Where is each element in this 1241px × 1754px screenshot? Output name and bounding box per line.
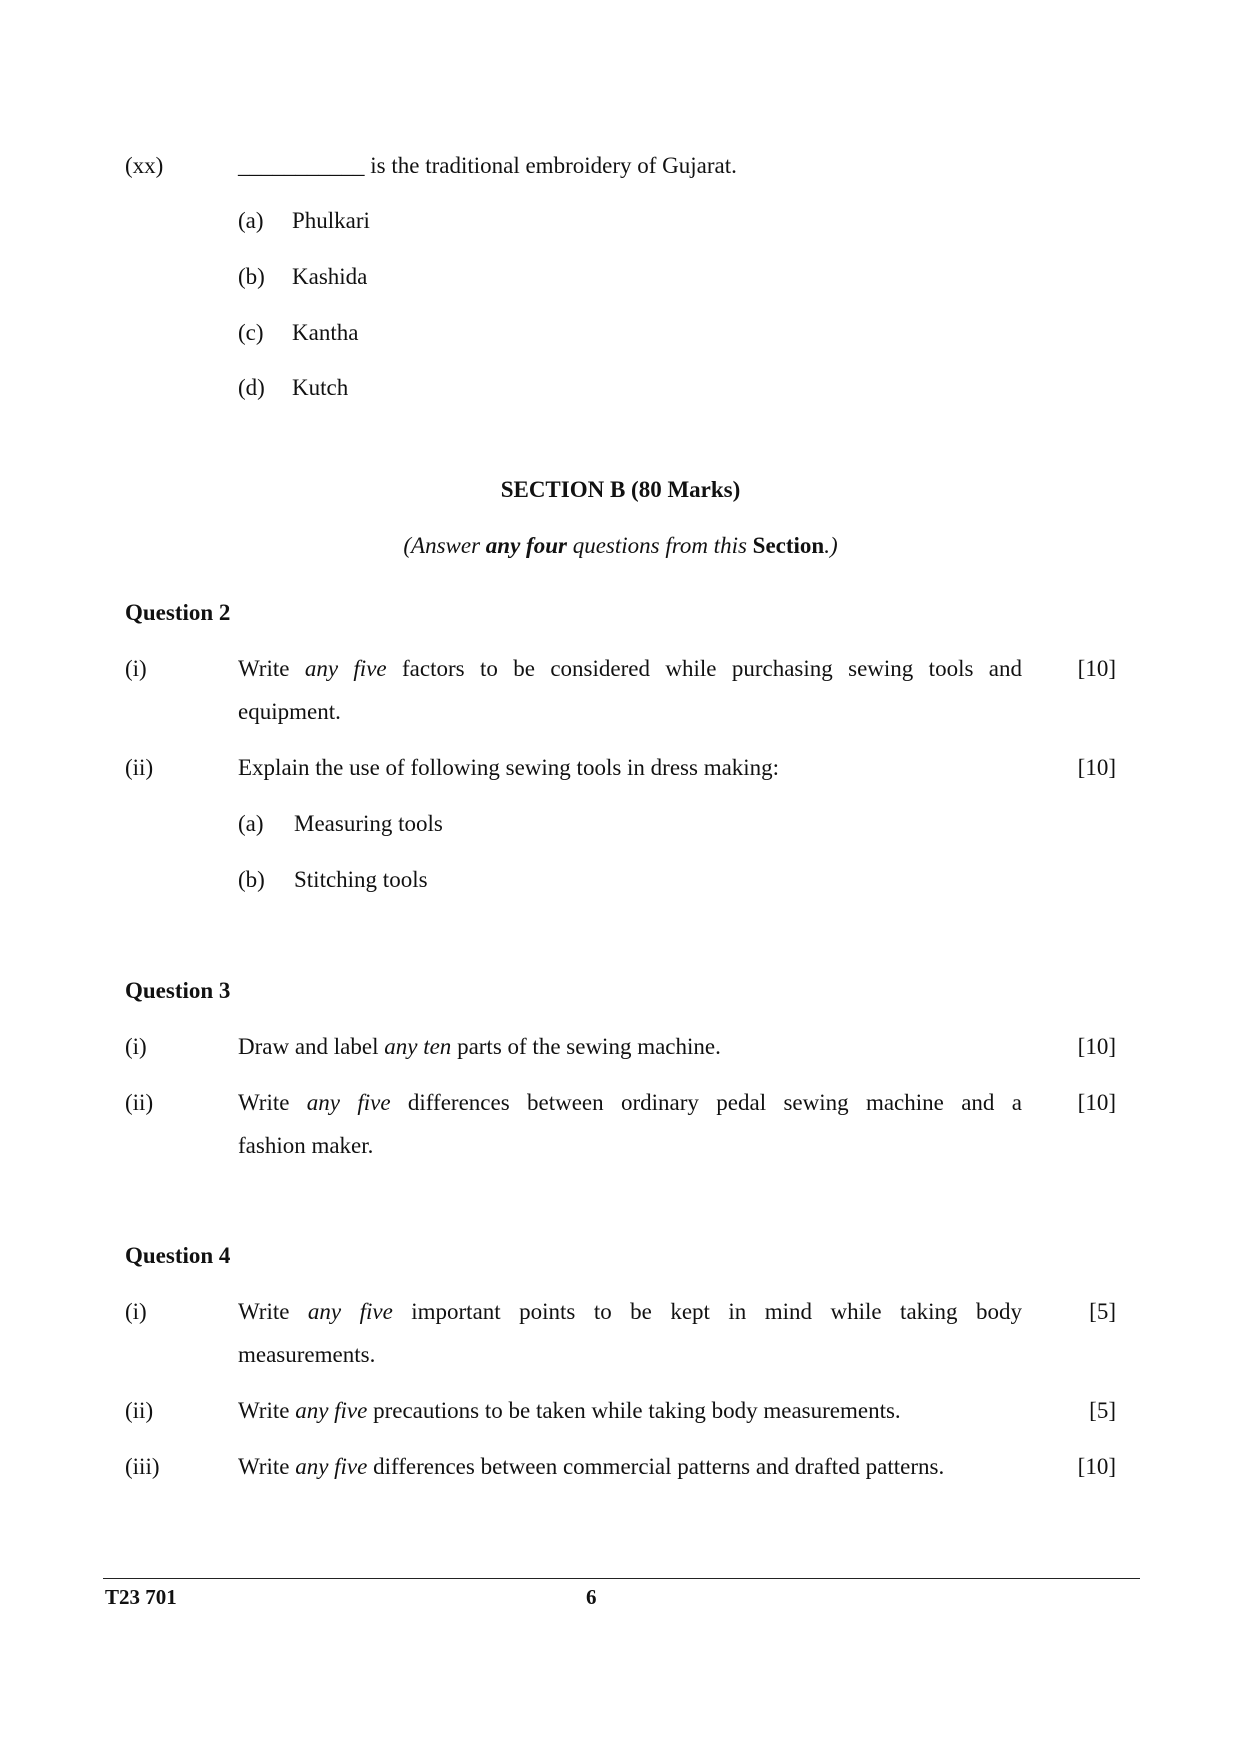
instruction-emphasis: Section — [752, 533, 825, 558]
question-heading: Question 3 — [125, 978, 231, 1003]
part-text — [238, 1300, 1022, 1323]
part-text-segment: important points to be kept in mind while taking body — [392, 1299, 1023, 1324]
part-number: (i) — [125, 656, 147, 681]
part-text-segment: Write — [238, 1299, 308, 1324]
instruction-text: (Answer — [403, 533, 486, 558]
part-text-segment: Write — [238, 1398, 296, 1423]
footer-rule — [103, 1578, 1140, 1579]
part-text-segment: differences between commercial patterns and drafted patterns. — [367, 1454, 945, 1479]
part-emphasis: any five — [295, 1398, 368, 1423]
part-text-continued: measurements. — [238, 1342, 376, 1367]
part-text — [238, 1399, 901, 1422]
question-stem — [238, 154, 737, 177]
part-number: (iii) — [125, 1454, 160, 1479]
subpart-label: (b) — [238, 867, 265, 892]
option-label: (c) — [238, 320, 264, 345]
option-text: Phulkari — [292, 208, 370, 233]
option-text: Kutch — [292, 375, 349, 400]
marks: [10] — [1077, 1454, 1116, 1479]
part-number: (ii) — [125, 1398, 154, 1423]
part-number: (ii) — [125, 755, 154, 780]
answer-blank: ___________ — [238, 153, 365, 178]
instruction-text: .) — [824, 533, 838, 558]
part-emphasis: any five — [307, 1299, 393, 1324]
instruction-emphasis: any four — [485, 533, 567, 558]
part-number: (i) — [125, 1034, 147, 1059]
part-emphasis: any ten — [384, 1034, 452, 1059]
question-heading: Question 2 — [125, 600, 231, 625]
part-text — [238, 657, 1022, 680]
part-emphasis: any five — [295, 1454, 368, 1479]
marks: [5] — [1089, 1299, 1116, 1324]
instruction-text: questions from this — [566, 533, 753, 558]
part-emphasis: any five — [304, 656, 387, 681]
part-text — [238, 1091, 1022, 1114]
marks: [10] — [1077, 1034, 1116, 1059]
question-number: (xx) — [125, 153, 164, 178]
part-text-segment: precautions to be taken while taking body measurements. — [367, 1398, 901, 1423]
subpart-text: Measuring tools — [294, 811, 443, 836]
subpart-label: (a) — [238, 811, 264, 836]
part-emphasis: any five — [306, 1090, 391, 1115]
stem-text: is the traditional embroidery of Gujarat. — [364, 153, 737, 178]
part-text — [238, 1035, 721, 1058]
part-text-segment: differences between ordinary pedal sewing machine and a — [390, 1090, 1022, 1115]
marks: [10] — [1077, 656, 1116, 681]
option-label: (b) — [238, 264, 265, 289]
section-instruction — [0, 534, 1241, 557]
subpart-text: Stitching tools — [294, 867, 428, 892]
paper-code: T23 701 — [105, 1585, 177, 1609]
part-text-continued: fashion maker. — [238, 1133, 374, 1158]
page-number: 6 — [586, 1585, 597, 1609]
marks: [10] — [1077, 755, 1116, 780]
part-text-segment: Write — [238, 1090, 307, 1115]
part-text-segment: Draw and label — [238, 1034, 385, 1059]
option-text: Kantha — [292, 320, 359, 345]
part-text — [238, 1455, 944, 1478]
marks: [5] — [1089, 1398, 1116, 1423]
part-text-segment: Write — [238, 656, 305, 681]
question-heading: Question 4 — [125, 1243, 231, 1268]
part-text: Explain the use of following sewing tools in dress making: — [238, 755, 780, 780]
part-number: (i) — [125, 1299, 147, 1324]
option-label: (a) — [238, 208, 264, 233]
marks: [10] — [1077, 1090, 1116, 1115]
part-text-segment: Write — [238, 1454, 296, 1479]
part-text-continued: equipment. — [238, 699, 341, 724]
option-label: (d) — [238, 375, 265, 400]
section-title: SECTION B (80 Marks) — [500, 477, 741, 502]
part-text-segment: parts of the sewing machine. — [451, 1034, 721, 1059]
part-number: (ii) — [125, 1090, 154, 1115]
option-text: Kashida — [292, 264, 368, 289]
part-text-segment: factors to be considered while purchasing sewing tools and — [386, 656, 1023, 681]
